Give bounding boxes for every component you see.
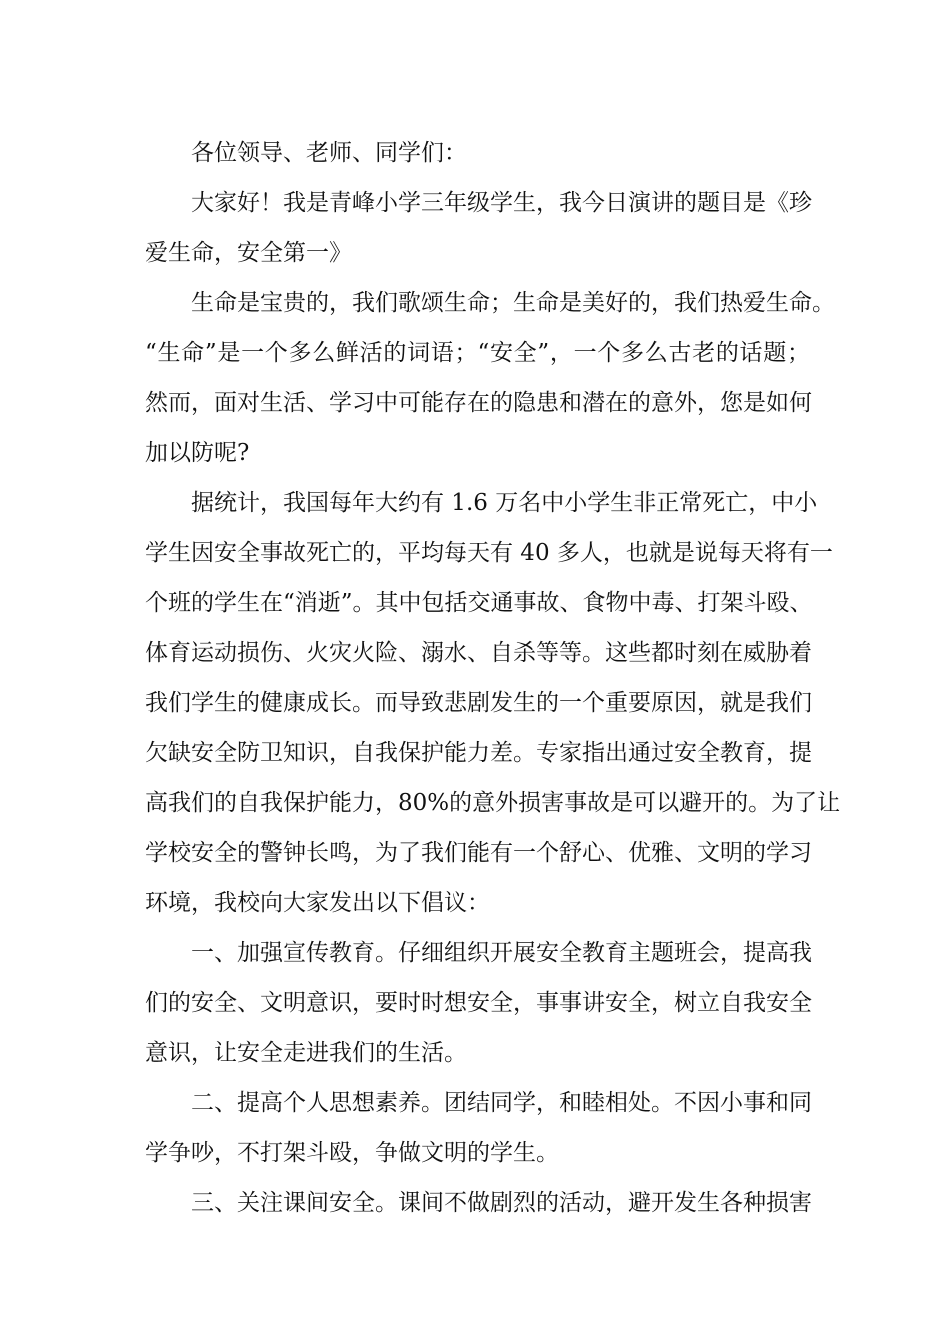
text-line: 然而，面对生活、学习中可能存在的隐患和潜在的意外，您是如何 <box>145 390 812 416</box>
text-line: 体育运动损伤、火灾火险、溺水、自杀等等。这些都时刻在威胁着 <box>145 640 812 666</box>
statistics-paragraph <box>145 478 841 928</box>
text-line: 我们学生的健康成长。而导致悲剧发生的一个重要原因，就是我们 <box>145 690 812 716</box>
text-line: 加以防呢? <box>145 440 250 466</box>
life-paragraph <box>145 278 835 478</box>
text-line: 三、关注课间安全。课间不做剧烈的活动，避开发生各种损害 <box>191 1190 812 1216</box>
text-line: 据统计，我国每年大约有 1.6 万名中小学生非正常死亡，中小 <box>191 490 818 516</box>
text-line: 环境，我校向大家发出以下倡议： <box>145 890 490 916</box>
text-line: 学生因安全事故死亡的，平均每天有 40 多人，也就是说每天将有一 <box>145 540 833 566</box>
text-line: 大家好！我是青峰小学三年级学生，我今日演讲的题目是《珍 <box>191 190 812 216</box>
text-line: 一、加强宣传教育。仔细组织开展安全教育主题班会，提高我 <box>191 940 812 966</box>
text-line: “生命”是一个多么鲜活的词语；“安全”，一个多么古老的话题； <box>145 340 810 366</box>
proposal-two-paragraph <box>145 1078 810 1178</box>
text-line: 学争吵，不打架斗殴，争做文明的学生。 <box>145 1140 559 1166</box>
text-line: 爱生命，安全第一》 <box>145 240 352 266</box>
text-line: 学校安全的警钟长鸣，为了我们能有一个舒心、优雅、文明的学习 <box>145 840 812 866</box>
salutation-paragraph <box>145 128 810 178</box>
text-line: 们的安全、文明意识，要时时想安全，事事讲安全，树立自我安全 <box>145 990 812 1016</box>
text-line: 个班的学生在“消逝”。其中包括交通事故、食物中毒、打架斗殴、 <box>145 590 813 616</box>
proposal-one-paragraph <box>145 928 810 1078</box>
proposal-three-paragraph <box>145 1178 810 1228</box>
text-line: 各位领导、老师、同学们： <box>191 140 467 166</box>
text-line: 高我们的自我保护能力，80%的意外损害事故是可以避开的。为了让 <box>145 790 841 816</box>
speech-body <box>145 128 841 1228</box>
greeting-paragraph <box>145 178 810 278</box>
text-line: 欠缺安全防卫知识，自我保护能力差。专家指出通过安全教育，提 <box>145 740 812 766</box>
text-line: 意识，让安全走进我们的生活。 <box>145 1040 467 1066</box>
text-line: 二、提高个人思想素养。团结同学，和睦相处。不因小事和同 <box>191 1090 812 1116</box>
text-line: 生命是宝贵的，我们歌颂生命；生命是美好的，我们热爱生命。 <box>191 290 835 316</box>
